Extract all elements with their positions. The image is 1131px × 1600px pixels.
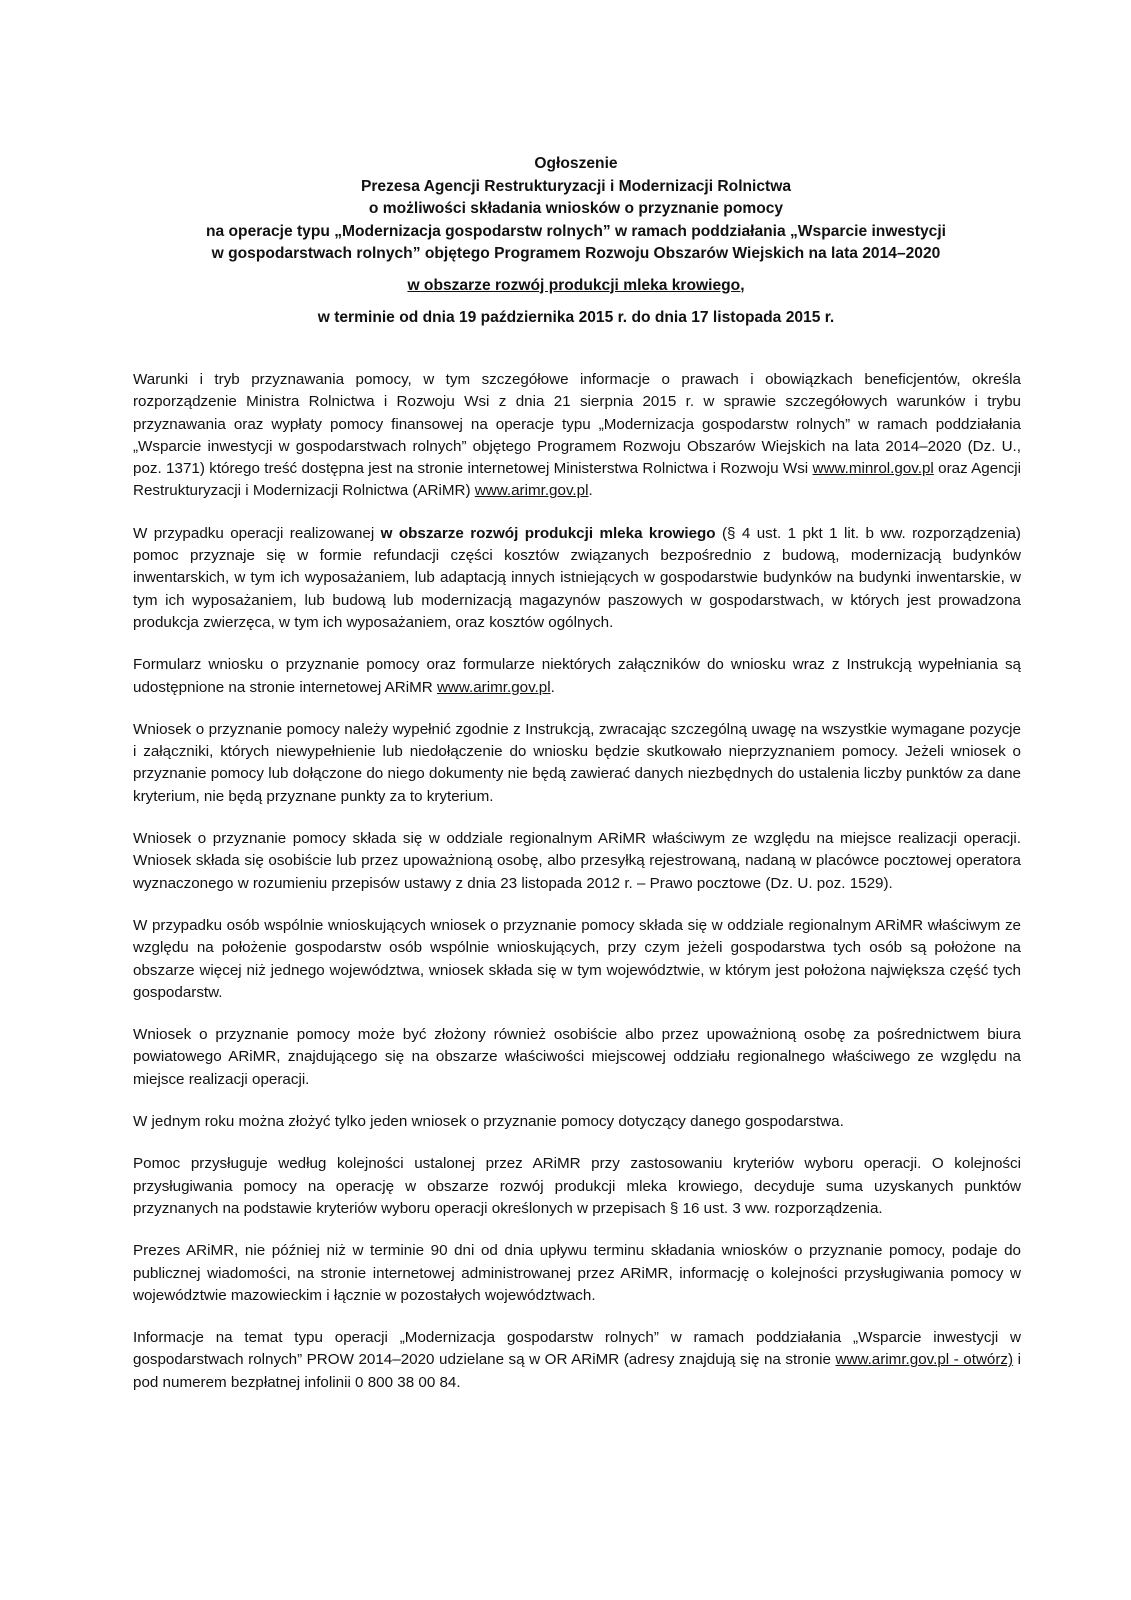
paragraph-text: .: [588, 482, 593, 500]
header-scope: w obszarze rozwój produkcji mleka krowiego,: [407, 276, 745, 294]
paragraph-information: [133, 1327, 1021, 1394]
arimr-open-link[interactable]: www.arimr.gov.pl - otwórz): [835, 1351, 1014, 1369]
header-subject-line-2: na operacje typu „Modernizacja gospodarstw rolnych” w ramach poddziałania „Wsparcie inwestycji: [205, 222, 947, 240]
header-subject-line-3: w gospodarstwach rolnych” objętego Programem Rozwoju Obszarów Wiejskich na lata 2014–2020: [211, 245, 941, 262]
paragraph-filling-instructions: Wniosek o przyznanie pomocy należy wypełnić zgodnie z Instrukcją, zwracając szczególną uwagę na wszystkie wymagane pozycje i załączniki, których niewypełnienie lub niedołączenie do wniosku będzie skutkowało nieprzyznaniem pomocy. Jeżeli wniosek o przyznanie pomocy lub dołączone do niego dokumenty nie będą zawierać danych niezbędnych do ustalenia liczby punktów za dane kryterium, nie będą przyznane punkty za to kryterium.: [133, 720, 1021, 805]
paragraph-text: Formularz wniosku o przyznanie pomocy oraz formularze niektórych załączników do wniosku wraz z Instrukcją wypełniania są udostępnione na stronie internetowej ARiMR: [133, 656, 1021, 696]
header-subject-line-1: o możliwości składania wniosków o przyznanie pomocy: [368, 200, 784, 217]
paragraph-one-application: W jednym roku można złożyć tylko jeden wniosek o przyznanie pomocy dotyczący danego gospodarstwa.: [133, 1113, 844, 1131]
paragraph-text: Informacje na temat typu operacji „Modernizacja gospodarstw rolnych” w ramach poddziałania „Wsparcie inwestycji w gospodarstwach rolnych” PROW 2014–2020 udzielane są w OR ARiMR (adresy znajdują się na stronie: [133, 1329, 1021, 1369]
arimr-link[interactable]: www.arimr.gov.pl: [474, 482, 589, 500]
paragraph-text: i pod numerem bezpłatnej infolinii 0 800 38 00 84.: [133, 1351, 1021, 1391]
paragraph-refund-scope: [133, 523, 1021, 634]
header-issuer: Prezesa Agencji Restrukturyzacji i Modernizacji Rolnictwa: [360, 177, 792, 195]
paragraph-application-form: [133, 654, 1021, 699]
paragraph-ranking: Pomoc przysługuje według kolejności ustalonej przez ARiMR przy zastosowaniu kryteriów wyboru operacji. O kolejności przysługiwania pomocy na operację w obszarze rozwój produkcji mleka krowiego, decyduje suma uzyskanych punktów przyznanych na podstawie kryteriów wyboru operacji określonych w przepisach § 16 ust. 3 ww. rozporządzenia.: [133, 1155, 1021, 1217]
paragraph-text: Warunki i tryb przyznawania pomocy, w tym szczegółowe informacje o prawach i obowiązkach beneficjentów, określa rozporządzenie Ministra Rolnictwa i Rozwoju Wsi z dnia 21 sierpnia 2015 r. w sprawie szczegółowych warunków i trybu przyznawania oraz wypłaty pomocy finansowej na operacje typu „Modernizacja gospodarstw rolnych” w ramach poddziałania „Wsparcie inwestycji w gospodarstwach rolnych” objętego Programem Rozwoju Obszarów Wiejskich na lata 2014–2020 (Dz. U., poz. 1371) którego treść dostępna jest na stronie internetowej Ministerstwa Rolnictwa i Rozwoju Wsi: [133, 371, 1021, 478]
announcement-header: [120, 153, 1032, 330]
paragraph-text: (§ 4 ust. 1 pkt 1 lit. b ww. rozporządzenia) pomoc przyznaje się w formie refundacji części kosztów związanych bezpośrednio z budową, modernizacją budynków inwentarskich, w tym ich wyposażaniem, lub adaptacją innych istniejących w gospodarstwie budynków na budynki inwentarskie, w tym ich wyposażaniem, lub budową lub modernizacją magazynów paszowych w gospodarstwach, w których jest prowadzona produkcja zwierzęca, w tym ich wyposażaniem, oraz kosztów ogólnych.: [133, 524, 1021, 631]
paragraph-publication: Prezes ARiMR, nie później niż w terminie 90 dni od dnia upływu terminu składania wniosków o przyznanie pomocy, podaje do publicznej wiadomości, na stronie internetowej administrowanej przez ARiMR, informację o kolejności przysługiwania pomocy w województwie mazowieckim i łącznie w pozostałych województwach.: [133, 1242, 1021, 1304]
paragraph-legal-basis: [133, 369, 1021, 503]
paragraph-text: W przypadku operacji realizowanej: [133, 524, 381, 542]
paragraph-emphasis: w obszarze rozwój produkcji mleka krowiego: [380, 524, 716, 542]
arimr-link[interactable]: www.arimr.gov.pl: [436, 678, 551, 696]
paragraph-text: .: [550, 678, 555, 696]
header-term: w terminie od dnia 19 października 2015 r. do dnia 17 listopada 2015 r.: [317, 309, 835, 326]
announcement-body: [133, 369, 1021, 1414]
paragraph-joint-applicants: W przypadku osób wspólnie wnioskujących wniosek o przyznanie pomocy składa się w oddziale regionalnym ARiMR właściwym ze względu na położenie gospodarstw osób wspólnie wnioskujących, przy czym jeżeli gospodarstwa tych osób są położone na obszarze więcej niż jednego województwa, wniosek składa się w tym województwie, w którym jest położona największa część tych gospodarstw.: [133, 916, 1021, 1001]
header-title: Ogłoszenie: [534, 155, 618, 172]
paragraph-county-office: Wniosek o przyznanie pomocy może być złożony również osobiście albo przez upoważnioną osobę za pośrednictwem biura powiatowego ARiMR, znajdującego się na obszarze właściwości miejscowej oddziału regionalnego właściwego ze względu na miejsce realizacji operacji.: [133, 1026, 1021, 1088]
minrol-link[interactable]: www.minrol.gov.pl: [812, 460, 934, 478]
paragraph-text: oraz Agencji Restrukturyzacji i Modernizacji Rolnictwa (ARiMR): [133, 460, 1021, 500]
paragraph-submission-place: Wniosek o przyznanie pomocy składa się w oddziale regionalnym ARiMR właściwym ze względu na miejsce realizacji operacji. Wniosek składa się osobiście lub przez upoważnioną osobę, albo przesyłką rejestrowaną, nadaną w placówce pocztowej operatora wyznaczonego w rozumieniu przepisów ustawy z dnia 23 listopada 2012 r. – Prawo pocztowe (Dz. U. poz. 1529).: [133, 830, 1021, 892]
